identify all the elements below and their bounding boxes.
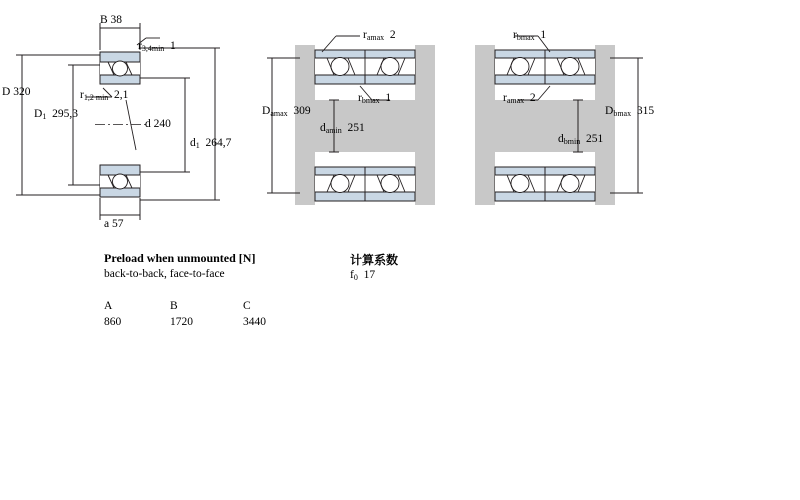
label-ramax-left: $r_{amax}$ 2 [363, 29, 396, 42]
label-B: B 38 [100, 14, 123, 26]
single-bearing-drawing [0, 0, 270, 245]
label-Dbmax: $D_{bmax}$ 315 [605, 105, 655, 118]
label-a: a 57 [104, 218, 124, 230]
label-D: D 320 [2, 86, 31, 98]
preload-title: Preload when unmounted [N] [104, 251, 256, 265]
label-r12min: $r_{1,2 min}$ 2,1 [80, 89, 129, 102]
preload-val-C: 3440 [243, 316, 266, 328]
preload-subtitle: back-to-back, face-to-face [104, 268, 225, 280]
preload-col-A: A [104, 300, 113, 312]
preload-col-C: C [243, 300, 251, 312]
preload-col-B: B [170, 300, 178, 312]
calc-title: 计算系数 [350, 253, 399, 267]
preload-val-B: 1720 [170, 316, 193, 328]
preload-val-A: 860 [104, 316, 122, 328]
label-d1: $d_1$ 264,7 [190, 137, 232, 150]
label-D1: $D_1$ 295,3 [34, 108, 78, 121]
calc-factor: $f_0$ 17 [350, 269, 376, 282]
label-d: d 240 [145, 118, 171, 130]
label-Damax: $D_{amax}$ 309 [262, 105, 311, 118]
label-damin: $d_{amin}$ 251 [320, 122, 365, 135]
label-dbmin: $d_{bmin}$ 251 [558, 133, 604, 146]
label-rbmax-left: $r_{bmax}$ 1 [358, 92, 392, 105]
label-ramax-right: $r_{amax}$ 2 [503, 92, 536, 105]
label-r34min: $r_{3,4min}$ 1 [138, 40, 176, 53]
label-rbmax-right: $r_{bmax}$ 1 [513, 29, 547, 42]
